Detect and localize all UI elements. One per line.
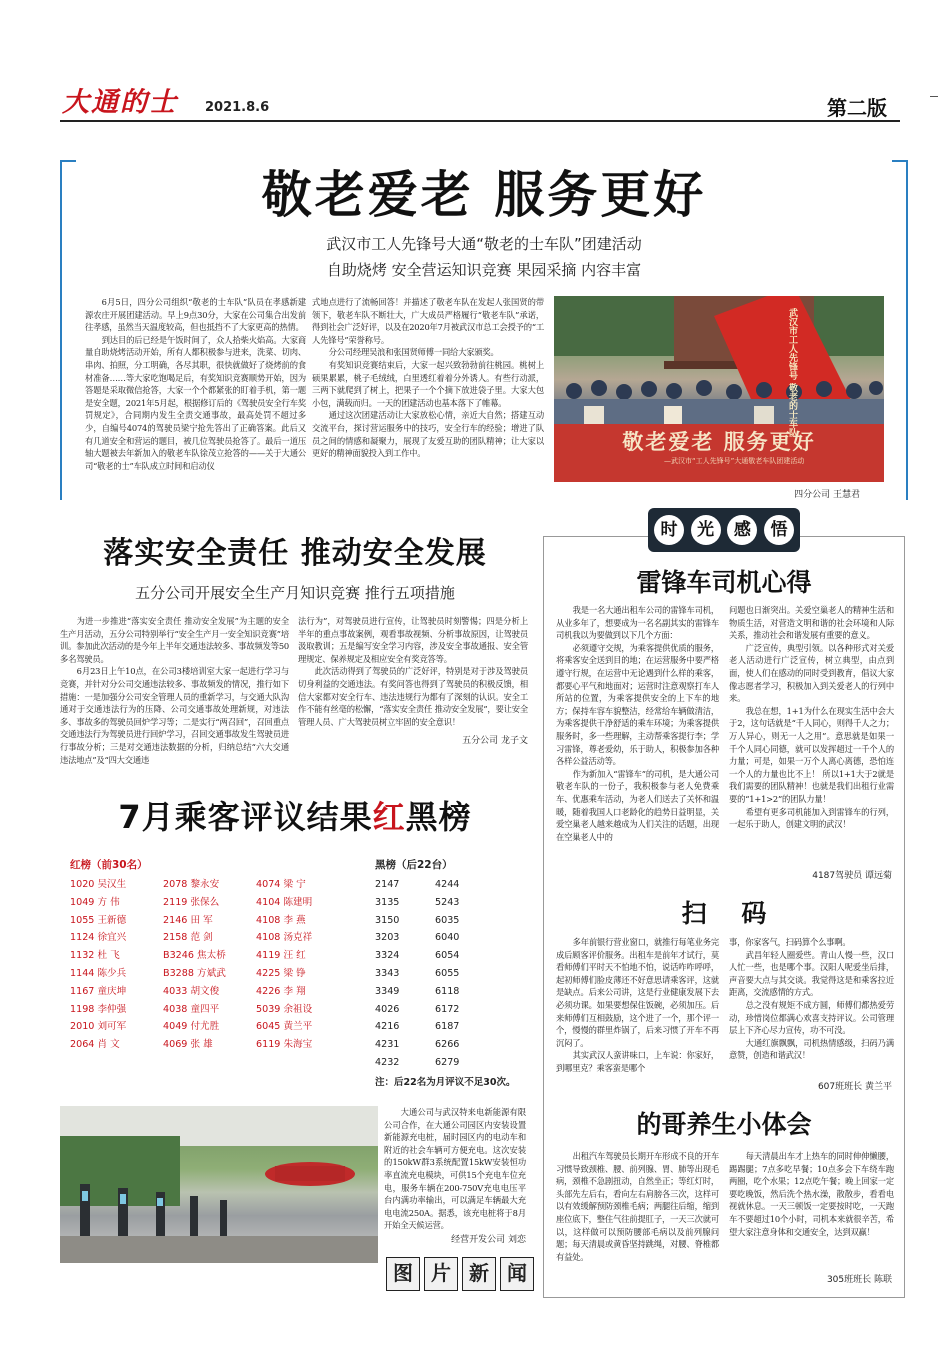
- photo-news-stamp: [386, 1257, 546, 1291]
- black-list: [375, 876, 495, 1072]
- paragraph: 作为新加入“雷锋车”的司机，是大通公司敬老车队的一份子，我积极参与老人免费乘车、优惠乘车活动，为老人们送去了关怀和温暖，随着我国人口老龄化的趋势日益明显，关爱空巢老人越来越成为人们关注的话题，出现在空巢老人中的: [556, 768, 719, 842]
- sidebar-a1-title: 雷锋车司机心得: [636, 568, 812, 597]
- sidebar-a1-col2: [729, 604, 894, 831]
- paragraph: 有奖知识竞赛结束后，大家一起兴致勃勃前往桃园。桃树上硕果累累，桃子毛绒绒，白里透红着着分外诱人。有些行动派，三两下就爬到了树上，把果子一个个摘下放进袋子里。大家大包小包，满载而归。一天的团建活动也基本落下了帷幕。: [312, 359, 544, 408]
- black-list-row: [375, 983, 495, 1001]
- paragraph: 我总在想，1+1为什么在现实生活中会大于2，这句话就是“千人同心，则得千人之力；万人异心，则无一人之用”。意思就是如果一千个人同心同德，就可以发挥超过一千个人的力量；可是，如果一万个人离心离德，恐怕连一个人的力量也比不上！ 所以1+1大于2就是我们需要的团队精神！也就是我们出租行业需要的“1+1>2”的团队力量！: [729, 705, 894, 804]
- red-list-entry: 4108 李 燕: [256, 914, 306, 926]
- black-list-row: [375, 876, 495, 894]
- black-list-row: [375, 894, 495, 912]
- red-list-entry: 4033 胡文俊: [163, 985, 220, 997]
- evaluation-title-red: 红: [372, 798, 406, 836]
- sidebar-a2-title: 扫 码: [681, 899, 767, 928]
- red-list-row: [70, 1018, 360, 1036]
- header-char: 悟: [764, 515, 794, 545]
- red-list-row: [70, 983, 360, 1001]
- paragraph: 其实武汉人蛮讲味口，上车说：你家好，到哪里克？乘客蛮是哪个: [556, 1050, 719, 1073]
- black-list-entry: 3203: [375, 932, 400, 944]
- sidebar-a3-title: 的哥养生小体会: [636, 1110, 812, 1139]
- masthead-logo: [62, 80, 198, 118]
- photo-banner-text: 敬老爱老 服务更好: [622, 430, 816, 454]
- red-list-entry: 2064 肖 文: [70, 1039, 120, 1051]
- issue-date: 2021.8.6: [205, 100, 270, 115]
- red-list: [70, 876, 360, 1054]
- red-list-row: [70, 1001, 360, 1019]
- red-list-entry: 4069 张 雄: [163, 1039, 213, 1051]
- black-list-entry: 6187: [435, 1021, 460, 1033]
- article1-col2: [312, 296, 544, 460]
- paragraph: 总之没有规矩不成方圆，师傅们都热爱劳动，珍惜岗位都满心欢喜支持评议。公司管理层上下齐心尽力宣传，功不可没。: [729, 999, 894, 1036]
- black-list-row: [375, 1001, 495, 1019]
- red-list-entry: 2146 田 军: [163, 914, 213, 926]
- article2-byline: 五分公司 龙子文: [462, 736, 528, 746]
- reg-mark: [930, 96, 938, 97]
- paragraph: 到达目的后已经是午饭时间了，众人拾柴火焰高。大家商量自助烧烤活动开始，所有人都积极参与进来，洗菜、切肉、串肉、拍照，分工明确，各尽其职，很快就做好了烧烤前的食材准备……等大家吃饱喝足后，有奖知识竞赛顺势开始，因为答题是采取微信抢答，大家一个个都紧张的盯着手机，第一题是安全题，2021年5月起，根据修订后的《驾驶员安全行车奖罚规定》，合同期内发生全责交通事故，最高处罚不超过多少，自编号4074的驾驶员梁宁抢先答出了正确答案。此后又有几道安全和营运的题目，被几位驾驶员抢答了。最后一道压轴大题被去年新加入的敬老车队徐茂立抢答的——关于大通公司“敬老的士”车队成立时间和启动仪: [85, 334, 306, 471]
- sidebar-a1-byline: 4187驾驶员 谭远菊: [812, 871, 892, 881]
- black-list-label: 黑榜（后22台）: [375, 859, 453, 871]
- black-list-entry: 6172: [435, 1003, 460, 1015]
- article1-subtitle-1: 武汉市工人先锋号大通“敬老的士车队”团建活动: [326, 235, 642, 253]
- sidebar-a3-col1: [556, 1150, 719, 1263]
- black-list-entry: 6055: [435, 967, 460, 979]
- paragraph: 武昌年轻人圈爱些。青山人慢一些，汉口人忙一些，也是哪个事。汉阳人呢爱坐后排，声音要大点与其交谈。我觉得这是和乘客拉近距离，交流感情的方式。: [729, 949, 894, 998]
- red-list-row: [70, 965, 360, 983]
- black-list-entry: 4026: [375, 1003, 400, 1015]
- article2-title: 落实安全责任 推动安全发展: [103, 536, 487, 571]
- red-list-entry: 1144 陈少兵: [70, 967, 127, 979]
- paragraph: 出租汽车驾驶员长期开车形成不良的开车习惯导致颈椎、腰、前列腺、胃、肺等出现毛病，颈椎不急剧扭动，自然坐正；等红灯时，头部先左后右，看向左右肩膀各三次，这样可以有效缓解预防颈椎毛病；两腿往后缩，缩到座位底下，整住气往前提肛子，一天三次就可以，这样做可以预防腰部毛病以及前列腺问题；每天清晨或黄昏坚持跳绳，对腰、脊椎都有益处。: [556, 1151, 719, 1262]
- sidebar-a2-byline: 607班班长 黄兰平: [817, 1082, 892, 1092]
- black-list-entry: 2147: [375, 879, 400, 890]
- paragraph: 法行为”，对驾驶员进行宣传，让驾驶员时刻警惕；四是分析上半年的重点事故案例，观看事故视频、分析事故原因，让驾驶员汲取教训；五是编写安全学习内容，涉及安全事故通报、安全管理规定、保养规定及相应安全有奖竞答等。: [298, 616, 528, 664]
- paragraph: 此次活动得到了驾驶员的广泛好评，特别是对于涉及驾驶员切身利益的交通违法。有奖问答也得到了驾驶员的积极反馈，相信大家都对安全行车、违法违规行为都有了深刻的认识。安全工作不能有丝毫的松懈，“落实安全责任 推动安全发展”，要让安全管理人员、广大驾驶员树立牢固的安全意识！: [298, 666, 528, 727]
- black-list-entry: 6279: [435, 1056, 460, 1068]
- red-list-entry: B3288 方斌武: [163, 967, 226, 979]
- black-list-entry: 6266: [435, 1039, 460, 1051]
- page-number: 第二版: [827, 96, 887, 120]
- paragraph: 事，你家客气，扫码算个么事啊。: [729, 937, 851, 947]
- red-list-entry: 5039 余祖设: [256, 1003, 313, 1015]
- red-list-entry: 4049 付尤胜: [163, 1021, 220, 1033]
- paragraph: 广泛宣传，典型引领。以各种形式对关爱老人活动进行广泛宣传，树立典型，由点到面，使人们在感动的同时受到教育，倡议大家像志愿者学习，积极加入到关爱老人的行列中来。: [729, 642, 894, 704]
- evaluation-title-post: 黑榜: [405, 798, 472, 836]
- black-list-entry: 3150: [375, 914, 400, 926]
- red-list-entry: 1132 杜 飞: [70, 950, 120, 962]
- paragraph: 每天清晨出车才上热车的同时伸伸懒腰，踢踢腿；7点多吃早餐；10点多会下车绕车跑两圈，吃个水果；12点吃午餐；晚上回家一定要吃晚饭，然后洗个热水澡，散散步，看看电视就休息。一天三顿饭一定要按时吃，一天跑车不要超过10个小时，司机本来就很辛苦，希望大家注意身体和交通安全，达到双赢！: [729, 1151, 894, 1237]
- photo-banner-sub: —武汉市“工人先锋号”大通敬老车队团建活动: [664, 457, 805, 465]
- group-photo: [554, 296, 884, 482]
- red-list-row: [70, 912, 360, 930]
- black-list-entry: 3135: [375, 896, 400, 908]
- black-list-entry: 4244: [435, 879, 460, 890]
- black-list-row: [375, 965, 495, 983]
- red-list-entry: 2158 范 剑: [163, 932, 213, 944]
- paragraph: 通过这次团建活动让大家放松心情，亲近大自然；搭建互动交流平台，探讨营运服务中的技巧，安全行车的经验；增进了队员之间的情感和凝聚力，展现了友爱互助的团队精神；让大家以更好的精神面貌投入到工作中。: [312, 410, 544, 459]
- article1-byline: 四分公司 王慧君: [794, 490, 860, 500]
- paragraph: 必须遵守交规，为乘客提供优质的服务，将乘客安全送到目的地；在运营服务中要严格遵守行规，在运营中无论遇到什么样的乘客，都要心平气和地面对；运营时注意观察打车人所站的位置，为乘客提供安全的上下车的地方；保持车容车貌整洁，经常给车辆做清洁，为乘客提供干净舒适的乘车环境；为乘客提供服务时，多一些理解，主动帮乘客提行李；学习雷锋，尊老爱幼，乐于助人，积极参加各种各样公益活动等。: [556, 642, 719, 767]
- black-list-entry: 4232: [375, 1056, 400, 1068]
- black-list-entry: 6054: [435, 950, 460, 962]
- black-list-entry: 6035: [435, 914, 460, 926]
- black-list-row: [375, 947, 495, 965]
- black-list-entry: 5243: [435, 896, 460, 908]
- article2-col2: [298, 615, 528, 728]
- red-list-row: [70, 929, 360, 947]
- red-list-entry: B3246 焦太桥: [163, 950, 226, 962]
- evaluation-note: 注：后22名为月评议不足30次。: [375, 1077, 516, 1088]
- red-list-entry: 4226 李 翔: [256, 985, 306, 997]
- red-list-entry: 4038 童四平: [163, 1003, 220, 1015]
- paragraph: 多年前银行营业窗口，就推行每笔业务完成后顾客评价服务。出租车是前年才试行，莫看师傅们平时天不怕地不怕，说话咋咋呼呼，起初师傅们脸皮薄还不好意思请乘客评，这就是缺点。后来公司讲，这是行业健康发展下去必须功课。如果要想保住饭碗，必须加压。后来师傅们互相鼓励，这个进了一个，那个评一个，慢慢的群里炸锅了，后来习惯了开车不再沉闷了。: [556, 937, 719, 1048]
- stamp-char: 新: [462, 1257, 496, 1291]
- paragraph: 希望有更多司机能加入到雷锋车的行列，一起乐于助人，创建文明的武汉！: [729, 806, 894, 830]
- black-list-entry: 6040: [435, 932, 460, 944]
- paragraph: 分公司经理吴浪和张国贤师傅一同给大家颁奖。: [328, 347, 499, 358]
- red-list-entry: 1167 童庆坤: [70, 985, 127, 997]
- stamp-char: 图: [386, 1257, 420, 1291]
- red-list-row: [70, 876, 360, 894]
- black-list-entry: 6118: [435, 985, 460, 997]
- article2-col1: [60, 615, 289, 766]
- red-list-label: 红榜（前30名）: [70, 859, 148, 871]
- red-list-row: [70, 1036, 360, 1054]
- black-list-entry: 3349: [375, 985, 400, 997]
- red-list-entry: 6045 黄兰平: [256, 1021, 313, 1033]
- red-list-entry: 2119 张保么: [163, 896, 220, 908]
- logo-text: 大通的士: [62, 87, 178, 118]
- sidebar-a3-col2: [729, 1150, 894, 1238]
- article1-subtitle-2: 自助烧烤 安全营运知识竞赛 果园采摘 内容丰富: [326, 261, 642, 279]
- masthead-rule: [60, 120, 900, 122]
- red-list-entry: 1055 王新德: [70, 914, 127, 926]
- black-list-row: [375, 929, 495, 947]
- evaluation-title-pre: 7月乘客评议结果: [118, 798, 373, 836]
- black-list-row: [375, 912, 495, 930]
- sidebar-a2-col2: [729, 936, 894, 1062]
- red-list-entry: 1198 李仲强: [70, 1003, 127, 1015]
- paragraph: 我是一名大通出租车公司的雷锋车司机，从业多年了，想要成为一名名副其实的雷锋车司机我以为要做到以下几个方面：: [556, 605, 719, 641]
- black-list-entry: 3343: [375, 967, 400, 979]
- stamp-char: 片: [424, 1257, 458, 1291]
- paragraph: 大通红旗飘飘，司机热情感级，扫码乃满意赞，创造和谐武汉！: [729, 1037, 894, 1061]
- paragraph: 问题也日渐突出。关爱空巢老人的精神生活和物质生活，对营造文明和谐的社会环境和人际关系，推动社会和谐发展有重要的意义。: [729, 605, 894, 641]
- evaluation-title: [60, 792, 530, 838]
- black-list-row: [375, 1054, 495, 1072]
- red-list-entry: 4225 梁 铮: [256, 967, 306, 979]
- paragraph: 6月5日，四分公司组织“敬老的士车队”队员在孝感新建源农庄开展团建活动。早上9点30分，大家在公司集合出发前往孝感，虽然当天温度较高，但也抵挡不了大家更高的热情。: [85, 297, 306, 333]
- red-list-entry: 1124 徐宜兴: [70, 932, 127, 944]
- red-list-entry: 1020 吴汉生: [70, 879, 127, 890]
- article2-subtitle: 五分公司开展安全生产月知识竞赛 推行五项措施: [135, 584, 455, 602]
- header-char: 光: [691, 515, 721, 545]
- red-list-entry: 1049 方 伟: [70, 896, 120, 908]
- sidebar-a2-col1: [556, 936, 719, 1075]
- article1-title: 敬老爱老 服务更好: [261, 166, 707, 224]
- black-list-entry: 4216: [375, 1021, 400, 1033]
- charging-station-photo: [60, 1106, 378, 1263]
- red-list-entry: 4074 梁 宁: [256, 879, 306, 890]
- sidebar-a1-col1: [556, 604, 719, 843]
- red-list-row: [70, 947, 360, 965]
- photo-news-byline: 经营开发公司 刘恋: [451, 1235, 526, 1245]
- paragraph: 为进一步推进“落实安全责任 推动安全发展”为主题的安全生产月活动，五分公司特别举行“安全生产月一安全知识竞赛”培训。参加此次活动的是今年上半年交通违法较多、事故频发等50多名驾驶员。: [60, 616, 289, 664]
- paragraph: 大通公司与武汉特来电新能源有限公司合作，在大通公司园区内安装设置新能源充电桩，届时园区内的电动车和附近的社会车辆可方便充电。这次安装的150kW群3系统配置15kW安装恒功率直流充电模块，可供15个充电车位充电，服务车辆在200-750V充电电压平台内满功率输出，可以满足车辆最大充电电流250A。据悉，该充电桩将于8月开始全天候运营。: [384, 1107, 526, 1231]
- red-list-entry: 4119 汪 红: [256, 950, 306, 962]
- sidebar-header: [648, 508, 800, 552]
- photo-flag: 武汉市工人先锋号 敬老的士车队: [787, 308, 797, 438]
- paragraph: 6月23日上午10点，在公司3楼培训室大家一起进行学习与竞赛，并针对分公司交通违法较多、事故频发的情况，推行如下措施：一是加强分公司安全管理人员的重新学习，与交通大队沟通对于交通违法行为的压降、公司交通事故处理新规，对违法多、事故多的驾驶员回炉学习等；二是实行“两召回”，召回重点交通违法行为驾驶员进行回炉学习，召回交通事故发生驾驶员进行事故分析；三是对交通违法数据的分析，归纳总结“六大交通违法地点”及“四大交通违: [60, 666, 289, 765]
- black-list-row: [375, 1036, 495, 1054]
- red-list-entry: 4104 陈建明: [256, 896, 313, 908]
- red-list-row: [70, 894, 360, 912]
- red-list-entry: 6119 朱海宝: [256, 1039, 313, 1051]
- black-list-entry: 4231: [375, 1039, 400, 1051]
- red-list-entry: 2078 黎永安: [163, 879, 220, 890]
- red-list-entry: 4108 汤克祥: [256, 932, 313, 944]
- stamp-char: 闻: [500, 1257, 534, 1291]
- header-char: 感: [727, 515, 757, 545]
- paragraph: 式地点进行了流畅回答！并描述了敬老车队在发起人张国贤的带领下，敬老车队不断壮大，广大成员严格履行“敬老车队”承诺，得到社会广泛好评，以及在2020年7月被武汉市总工会授予的“工人先锋号”荣誉称号。: [312, 297, 544, 345]
- black-list-row: [375, 1018, 495, 1036]
- photo-news-text: [384, 1106, 526, 1232]
- red-list-entry: 2010 刘可军: [70, 1021, 127, 1033]
- header-char: 时: [654, 515, 684, 545]
- sidebar-a3-byline: 305班班长 陈联: [826, 1275, 892, 1285]
- black-list-entry: 3324: [375, 950, 400, 962]
- charging-station-graphic: [60, 1106, 378, 1263]
- article1-col1: [85, 296, 306, 472]
